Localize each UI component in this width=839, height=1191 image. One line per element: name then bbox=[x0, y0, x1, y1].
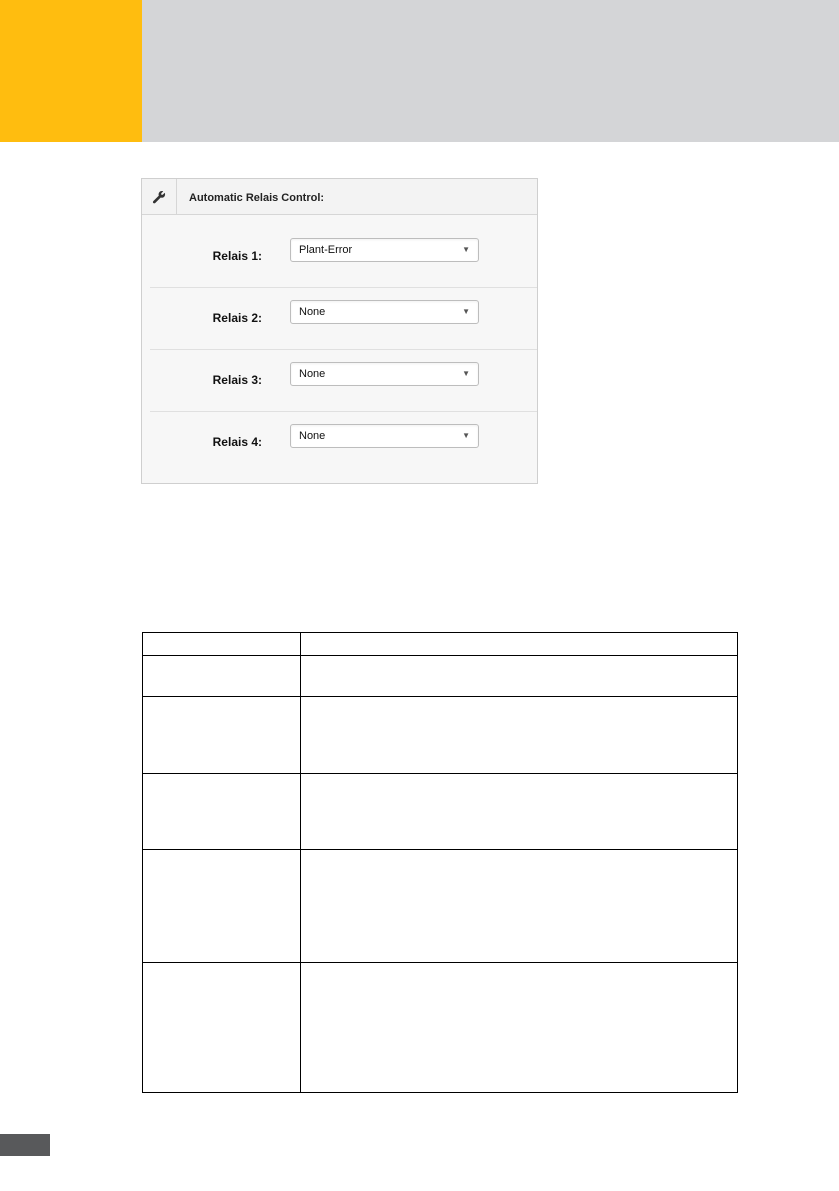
relais-2-label: Relais 2: bbox=[212, 311, 262, 325]
table-row bbox=[143, 697, 738, 774]
page-footer-tab bbox=[0, 1134, 50, 1156]
relais-3-select-value: None bbox=[299, 368, 326, 380]
relais-4-label: Relais 4: bbox=[212, 435, 262, 449]
chapter-color-block bbox=[0, 0, 142, 142]
wrench-icon bbox=[142, 179, 177, 214]
dropdown-arrow-icon: ▼ bbox=[462, 431, 470, 440]
table-row bbox=[143, 850, 738, 963]
dropdown-arrow-icon: ▼ bbox=[462, 245, 470, 254]
relais-4-select[interactable] bbox=[290, 424, 479, 448]
table-cell bbox=[301, 774, 738, 850]
panel-title: Automatic Relais Control: bbox=[189, 192, 325, 204]
relais-3-label: Relais 3: bbox=[212, 373, 262, 387]
table-cell bbox=[143, 850, 301, 963]
relais-control-panel bbox=[141, 178, 538, 484]
relais-row-1 bbox=[150, 226, 537, 288]
table-cell bbox=[301, 850, 738, 963]
relais-1-select-value: Plant-Error bbox=[299, 244, 353, 256]
table-cell bbox=[143, 963, 301, 1093]
table-cell bbox=[301, 633, 738, 656]
table-cell bbox=[301, 656, 738, 697]
table-cell bbox=[301, 963, 738, 1093]
table-cell bbox=[143, 656, 301, 697]
dropdown-arrow-icon: ▼ bbox=[462, 307, 470, 316]
table-cell bbox=[301, 697, 738, 774]
relais-function-table bbox=[142, 632, 738, 1093]
relais-2-select-value: None bbox=[299, 306, 326, 318]
relais-1-label: Relais 1: bbox=[212, 249, 262, 263]
table-row bbox=[143, 774, 738, 850]
relais-3-select[interactable] bbox=[290, 362, 479, 386]
table-cell bbox=[143, 697, 301, 774]
relais-4-select-value: None bbox=[299, 430, 326, 442]
table-row bbox=[143, 656, 738, 697]
table-row bbox=[143, 963, 738, 1093]
table-cell bbox=[143, 774, 301, 850]
relais-2-select[interactable] bbox=[290, 300, 479, 324]
header-banner bbox=[142, 0, 839, 142]
table-header-row bbox=[143, 633, 738, 656]
relais-row-2 bbox=[150, 288, 537, 350]
table-cell bbox=[143, 633, 301, 656]
relais-row-3 bbox=[150, 350, 537, 412]
panel-header bbox=[142, 179, 537, 215]
relais-1-select[interactable] bbox=[290, 238, 479, 262]
dropdown-arrow-icon: ▼ bbox=[462, 369, 470, 378]
relais-row-4 bbox=[150, 412, 537, 473]
